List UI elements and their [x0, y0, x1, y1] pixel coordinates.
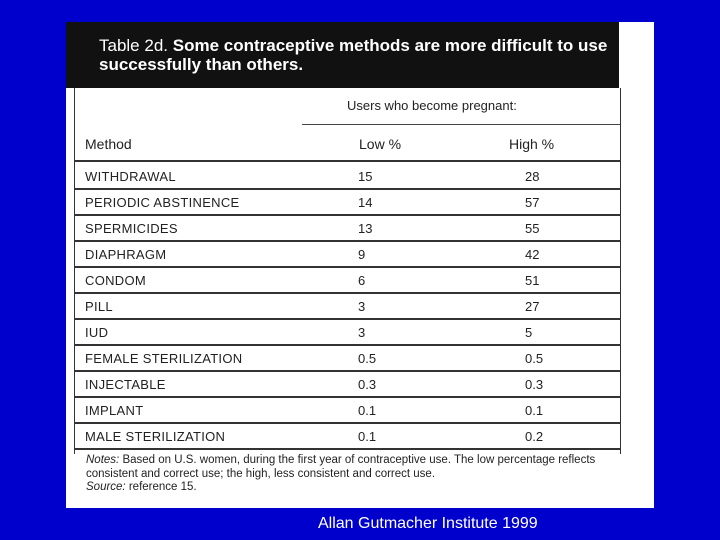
group-header-rule — [302, 124, 620, 125]
method-cell: WITHDRAWAL — [85, 169, 176, 184]
table-row — [75, 320, 620, 346]
table-notes — [74, 454, 611, 495]
low-percent-cell: 13 — [358, 221, 373, 236]
column-header-high: High % — [509, 136, 555, 152]
table-row — [75, 398, 620, 424]
method-cell: FEMALE STERILIZATION — [85, 351, 243, 366]
method-cell: MALE STERILIZATION — [85, 429, 226, 444]
low-percent-cell: 0.3 — [358, 377, 377, 392]
table-title — [66, 22, 619, 88]
table-row — [75, 346, 620, 372]
method-cell: CONDOM — [85, 273, 147, 288]
table-number: Table 2d. — [99, 36, 168, 55]
high-percent-cell: 55 — [525, 221, 540, 236]
low-percent-cell: 3 — [358, 325, 366, 340]
table-row — [75, 216, 620, 242]
notes-label: Notes: — [86, 454, 120, 466]
table-row — [75, 190, 620, 216]
high-percent-cell: 42 — [525, 247, 540, 262]
method-cell: INJECTABLE — [85, 377, 166, 392]
method-cell: PILL — [85, 299, 113, 314]
low-percent-cell: 9 — [358, 247, 366, 262]
high-percent-cell: 51 — [525, 273, 540, 288]
header-divider — [75, 160, 620, 162]
method-cell: DIAPHRAGM — [85, 247, 167, 262]
method-cell: IMPLANT — [85, 403, 144, 418]
column-header-low: Low % — [359, 136, 402, 152]
low-percent-cell: 3 — [358, 299, 366, 314]
high-percent-cell: 0.2 — [525, 429, 544, 444]
table-row — [75, 294, 620, 320]
high-percent-cell: 0.1 — [525, 403, 544, 418]
low-percent-cell: 15 — [358, 169, 373, 184]
method-cell: SPERMICIDES — [85, 221, 178, 236]
table-card — [66, 22, 654, 508]
high-percent-cell: 0.5 — [525, 351, 544, 366]
low-percent-cell: 0.1 — [358, 403, 377, 418]
column-header-method: Method — [85, 136, 132, 152]
low-percent-cell: 14 — [358, 195, 373, 210]
group-header: Users who become pregnant: — [347, 98, 517, 113]
low-percent-cell: 6 — [358, 273, 366, 288]
data-table — [74, 88, 621, 454]
table-row — [75, 164, 620, 190]
table-row — [75, 242, 620, 268]
table-title-text: Some contraceptive methods are more difficult to use successfully than others. — [99, 36, 608, 74]
low-percent-cell: 0.1 — [358, 429, 377, 444]
method-cell: PERIODIC ABSTINENCE — [85, 195, 240, 210]
table-body — [75, 164, 620, 450]
table-row — [75, 372, 620, 398]
table-row — [75, 424, 620, 450]
notes-text: Based on U.S. women, during the first year of contraceptive use. The low percentage reflects consistent and correct use; the high, less consistent and correct use. — [86, 454, 596, 480]
low-percent-cell: 0.5 — [358, 351, 377, 366]
source-text: reference 15. — [128, 481, 197, 493]
method-cell: IUD — [85, 325, 109, 340]
high-percent-cell: 28 — [525, 169, 540, 184]
source-label: Source: — [86, 481, 126, 493]
high-percent-cell: 27 — [525, 299, 540, 314]
high-percent-cell: 0.3 — [525, 377, 544, 392]
high-percent-cell: 5 — [525, 325, 533, 340]
high-percent-cell: 57 — [525, 195, 540, 210]
table-row — [75, 268, 620, 294]
source-credit: Allan Gutmacher Institute 1999 — [318, 515, 538, 532]
